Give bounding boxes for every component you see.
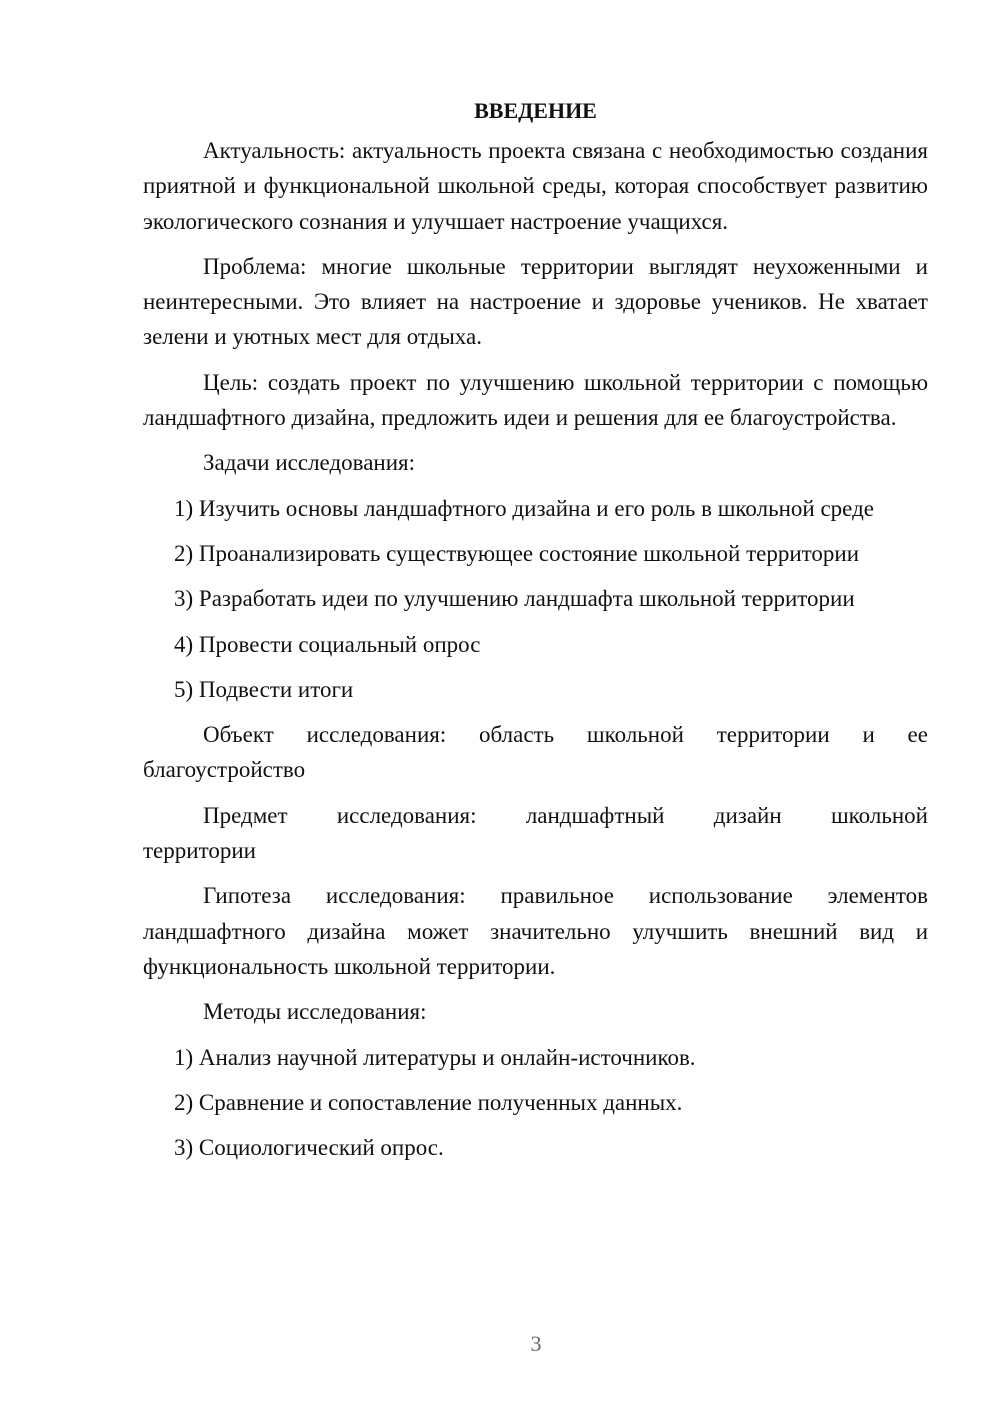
method-item: 3) Социологический опрос. (174, 1135, 444, 1161)
relevance-paragraph: Актуальность: актуальность проекта связана с необходимостью создания приятной и функциональной школьной среды, которая способствует развитию экологического сознания и улучшает настроение учащихся. (143, 138, 928, 234)
object-word: исследования: (306, 722, 447, 748)
method-item: 2) Сравнение и сопоставление полученных данных. (174, 1089, 683, 1115)
object-first-line (143, 717, 928, 752)
object-word: Объект (203, 722, 274, 748)
object-continuation: благоустройство (143, 757, 306, 783)
object-word: территории (716, 722, 830, 748)
subject-word: исследования: (336, 802, 477, 828)
tasks-heading: Задачи исследования: (203, 450, 416, 476)
object-word: область (479, 722, 555, 748)
subject-word: школьной (830, 802, 928, 828)
section-title: ВВЕДЕНИЕ (474, 98, 597, 123)
object-word: школьной (586, 722, 684, 748)
methods-heading: Методы исследования: (203, 999, 427, 1025)
goal-paragraph: Цель: создать проект по улучшению школьной территории с помощью ландшафтного дизайна, предложить идеи и решения для ее благоустройства. (143, 369, 928, 431)
subject-continuation: территории (143, 838, 256, 864)
problem-paragraph: Проблема: многие школьные территории выглядят неухоженными и неинтересными. Это влияет на настроение и здоровье учеников. Не хватает зелени и уютных мест для отдыха. (143, 253, 928, 350)
task-item: 4) Провести социальный опрос (174, 631, 481, 657)
hypothesis-paragraph: Гипотеза исследования: правильное использование элементов ландшафтного дизайна может значительно улучшить внешний вид и функциональность школьной территории. (143, 883, 928, 979)
method-item: 1) Анализ научной литературы и онлайн-источников. (174, 1044, 696, 1070)
document-body (143, 92, 928, 1175)
subject-paragraph (143, 798, 928, 869)
object-word: ее (907, 722, 928, 748)
task-item: 3) Разработать идеи по улучшению ландшафта школьной территории (174, 586, 855, 612)
subject-word: ландшафтный (525, 802, 665, 828)
task-item: 2) Проанализировать существующее состояние школьной территории (174, 540, 860, 566)
subject-first-line (143, 798, 928, 833)
page-number: 3 (530, 1331, 542, 1356)
task-item: 1) Изучить основы ландшафтного дизайна и его роль в школьной среде (174, 495, 874, 521)
object-paragraph (143, 717, 928, 788)
task-item: 5) Подвести итоги (174, 676, 354, 702)
subject-word: дизайн (713, 802, 782, 828)
subject-word: Предмет (203, 802, 288, 828)
object-word: и (862, 722, 875, 748)
